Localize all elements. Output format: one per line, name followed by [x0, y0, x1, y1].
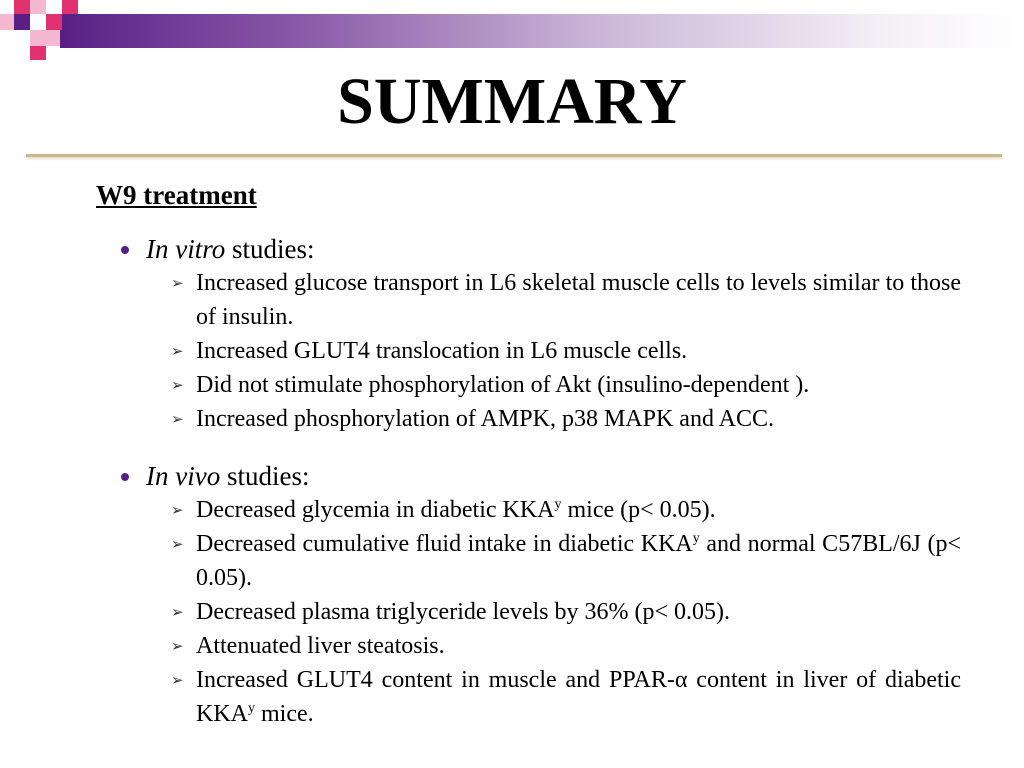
in-vivo-list: [0, 493, 1024, 731]
in-vitro-list: [0, 266, 1024, 436]
group-heading: [0, 232, 1024, 266]
arrow-bullet-icon: ➢: [171, 671, 184, 689]
decor-square: [14, 14, 30, 30]
decor-square: [46, 14, 62, 30]
arrow-bullet-icon: ➢: [171, 535, 184, 553]
in-vivo-group: [0, 459, 1024, 731]
group-title: In vivo studies:: [146, 461, 310, 491]
bullet-dot-icon: [121, 246, 129, 254]
list-item: ➢ Decreased plasma triglyceride levels by 36% (p< 0.05).: [196, 595, 961, 629]
decor-square: [0, 14, 14, 30]
decor-square: [46, 30, 60, 46]
list-item: ➢ Increased phosphorylation of AMPK, p38 MAPK and ACC.: [196, 402, 961, 436]
list-item: ➢ Attenuated liver steatosis.: [196, 629, 961, 663]
bullet-dot-icon: [121, 473, 129, 481]
in-vitro-group: [0, 232, 1024, 436]
group-title: In vitro studies:: [146, 234, 315, 264]
list-item: ➢ Decreased glycemia in diabetic KKA$^y$ mice (p< 0.05).: [196, 493, 961, 527]
list-item: ➢ Increased GLUT4 translocation in L6 muscle cells.: [196, 334, 961, 368]
section-heading: W9 treatment: [96, 180, 257, 210]
arrow-bullet-icon: ➢: [171, 637, 184, 655]
list-item: ➢ Increased glucose transport in L6 skeletal muscle cells to levels similar to those of insulin.: [196, 266, 961, 334]
title-divider: [26, 154, 1002, 157]
slide-title: SUMMARY: [337, 65, 687, 138]
arrow-bullet-icon: ➢: [171, 342, 184, 360]
decor-square: [14, 0, 30, 14]
arrow-bullet-icon: ➢: [171, 376, 184, 394]
list-item: ➢ Did not stimulate phosphorylation of Akt (insulino-dependent ).: [196, 368, 961, 402]
group-heading: [0, 459, 1024, 493]
list-item: ➢ Increased GLUT4 content in muscle and PPAR-α content in liver of diabetic KKA$^y$ mice.: [196, 663, 961, 731]
header-gradient-band: [60, 14, 1024, 48]
decor-square: [30, 0, 46, 14]
arrow-bullet-icon: ➢: [171, 274, 184, 292]
arrow-bullet-icon: ➢: [171, 410, 184, 428]
decor-square: [62, 0, 78, 14]
list-item: ➢ Decreased cumulative fluid intake in diabetic KKA$^y$ and normal C57BL/6J (p< 0.05).: [196, 527, 961, 595]
arrow-bullet-icon: ➢: [171, 603, 184, 621]
arrow-bullet-icon: ➢: [171, 501, 184, 519]
decor-square: [30, 30, 46, 46]
decor-square: [30, 46, 46, 60]
